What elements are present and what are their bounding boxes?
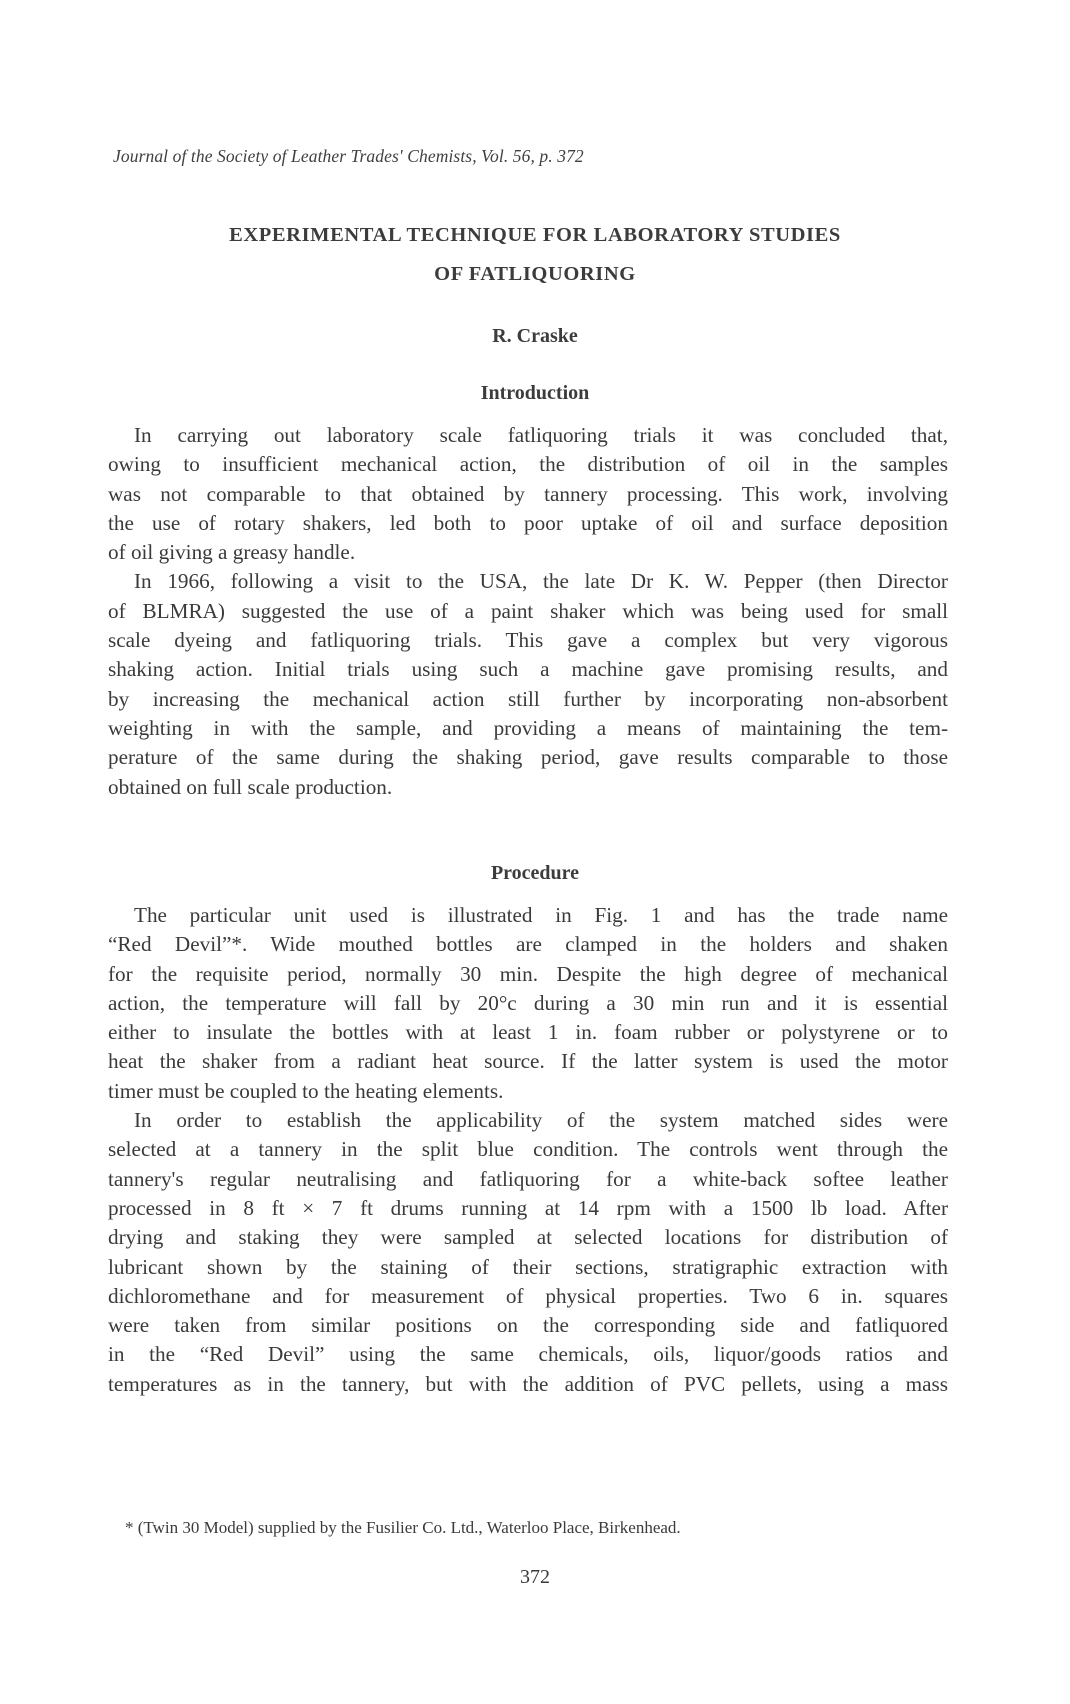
article-title-line-2: OF FATLIQUORING [434, 263, 636, 285]
text-line: was not comparable to that obtained by tannery processing. This work, involving [108, 481, 948, 506]
text-line: action, the temperature will fall by 20°c during a 30 min run and it is essential [108, 990, 948, 1015]
text-line: scale dyeing and fatliquoring trials. This gave a complex but very vigorous [108, 628, 948, 653]
text-line: weighting in with the sample, and providing a means of maintaining the tem- [108, 715, 948, 740]
text-line: either to insulate the bottles with at least 1 in. foam rubber or polystyrene or to [108, 1020, 948, 1045]
text-line: In 1966, following a visit to the USA, the late Dr K. W. Pepper (then Director [134, 569, 948, 594]
paragraph [108, 421, 948, 567]
text-line: the use of rotary shakers, led both to poor uptake of oil and surface deposition [108, 510, 948, 535]
text-line: heat the shaker from a radiant heat source. If the latter system is used the motor [108, 1049, 948, 1074]
text-line: drying and staking they were sampled at selected locations for distribution of [108, 1225, 948, 1250]
text-line: were taken from similar positions on the corresponding side and fatliquored [108, 1313, 948, 1338]
text-line: processed in 8 ft × 7 ft drums running at 14 rpm with a 1500 lb load. After [108, 1195, 948, 1220]
introduction-body [108, 421, 948, 802]
text-line: for the requisite period, normally 30 min. Despite the high degree of mechanical [108, 961, 948, 986]
footnote: * (Twin 30 Model) supplied by the Fusilier Co. Ltd., Waterloo Place, Birkenhead. [125, 1518, 681, 1537]
text-line: perature of the same during the shaking period, gave results comparable to those [108, 745, 948, 770]
section-heading-procedure: Procedure [490, 862, 580, 884]
text-line: tannery's regular neutralising and fatliquoring for a white-back softee leather [108, 1166, 948, 1191]
text-line: of BLMRA) suggested the use of a paint shaker which was being used for small [108, 598, 948, 623]
text-line: owing to insufficient mechanical action, the distribution of oil in the samples [108, 452, 948, 477]
text-line: timer must be coupled to the heating elements. [108, 1078, 504, 1103]
running-head: Journal of the Society of Leather Trades' Chemists, Vol. 56, p. 372 [113, 146, 584, 166]
paragraph [108, 901, 948, 1106]
author-name: R. Craske [492, 325, 578, 347]
text-line: In carrying out laboratory scale fatliquoring trials it was concluded that, [134, 423, 948, 447]
text-line: In order to establish the applicability of the system matched sides were [134, 1108, 948, 1133]
text-line: obtained on full scale production. [108, 774, 393, 799]
text-line: of oil giving a greasy handle. [108, 540, 356, 565]
text-line: shaking action. Initial trials using such a machine gave promising results, and [108, 657, 948, 682]
paragraph [108, 1106, 948, 1399]
text-line: The particular unit used is illustrated in Fig. 1 and has the trade name [134, 903, 948, 927]
text-line: “Red Devil”*. Wide mouthed bottles are clamped in the holders and shaken [108, 932, 948, 957]
text-line: by increasing the mechanical action still further by incorporating non-absorbent [108, 686, 948, 711]
text-line: temperatures as in the tannery, but with the addition of PVC pellets, using a mass [108, 1371, 948, 1396]
article-title-line-1: EXPERIMENTAL TECHNIQUE FOR LABORATORY STUDIES [229, 224, 841, 246]
section-heading-introduction: Introduction [480, 382, 590, 404]
text-line: lubricant shown by the staining of their sections, stratigraphic extraction with [108, 1254, 948, 1279]
page-number: 372 [520, 1566, 550, 1588]
text-line: dichloromethane and for measurement of physical properties. Two 6 in. squares [108, 1283, 948, 1308]
paragraph [108, 567, 948, 801]
text-line: selected at a tannery in the split blue condition. The controls went through the [108, 1137, 948, 1162]
procedure-body [108, 901, 948, 1399]
text-line: in the “Red Devil” using the same chemicals, oils, liquor/goods ratios and [108, 1342, 948, 1367]
